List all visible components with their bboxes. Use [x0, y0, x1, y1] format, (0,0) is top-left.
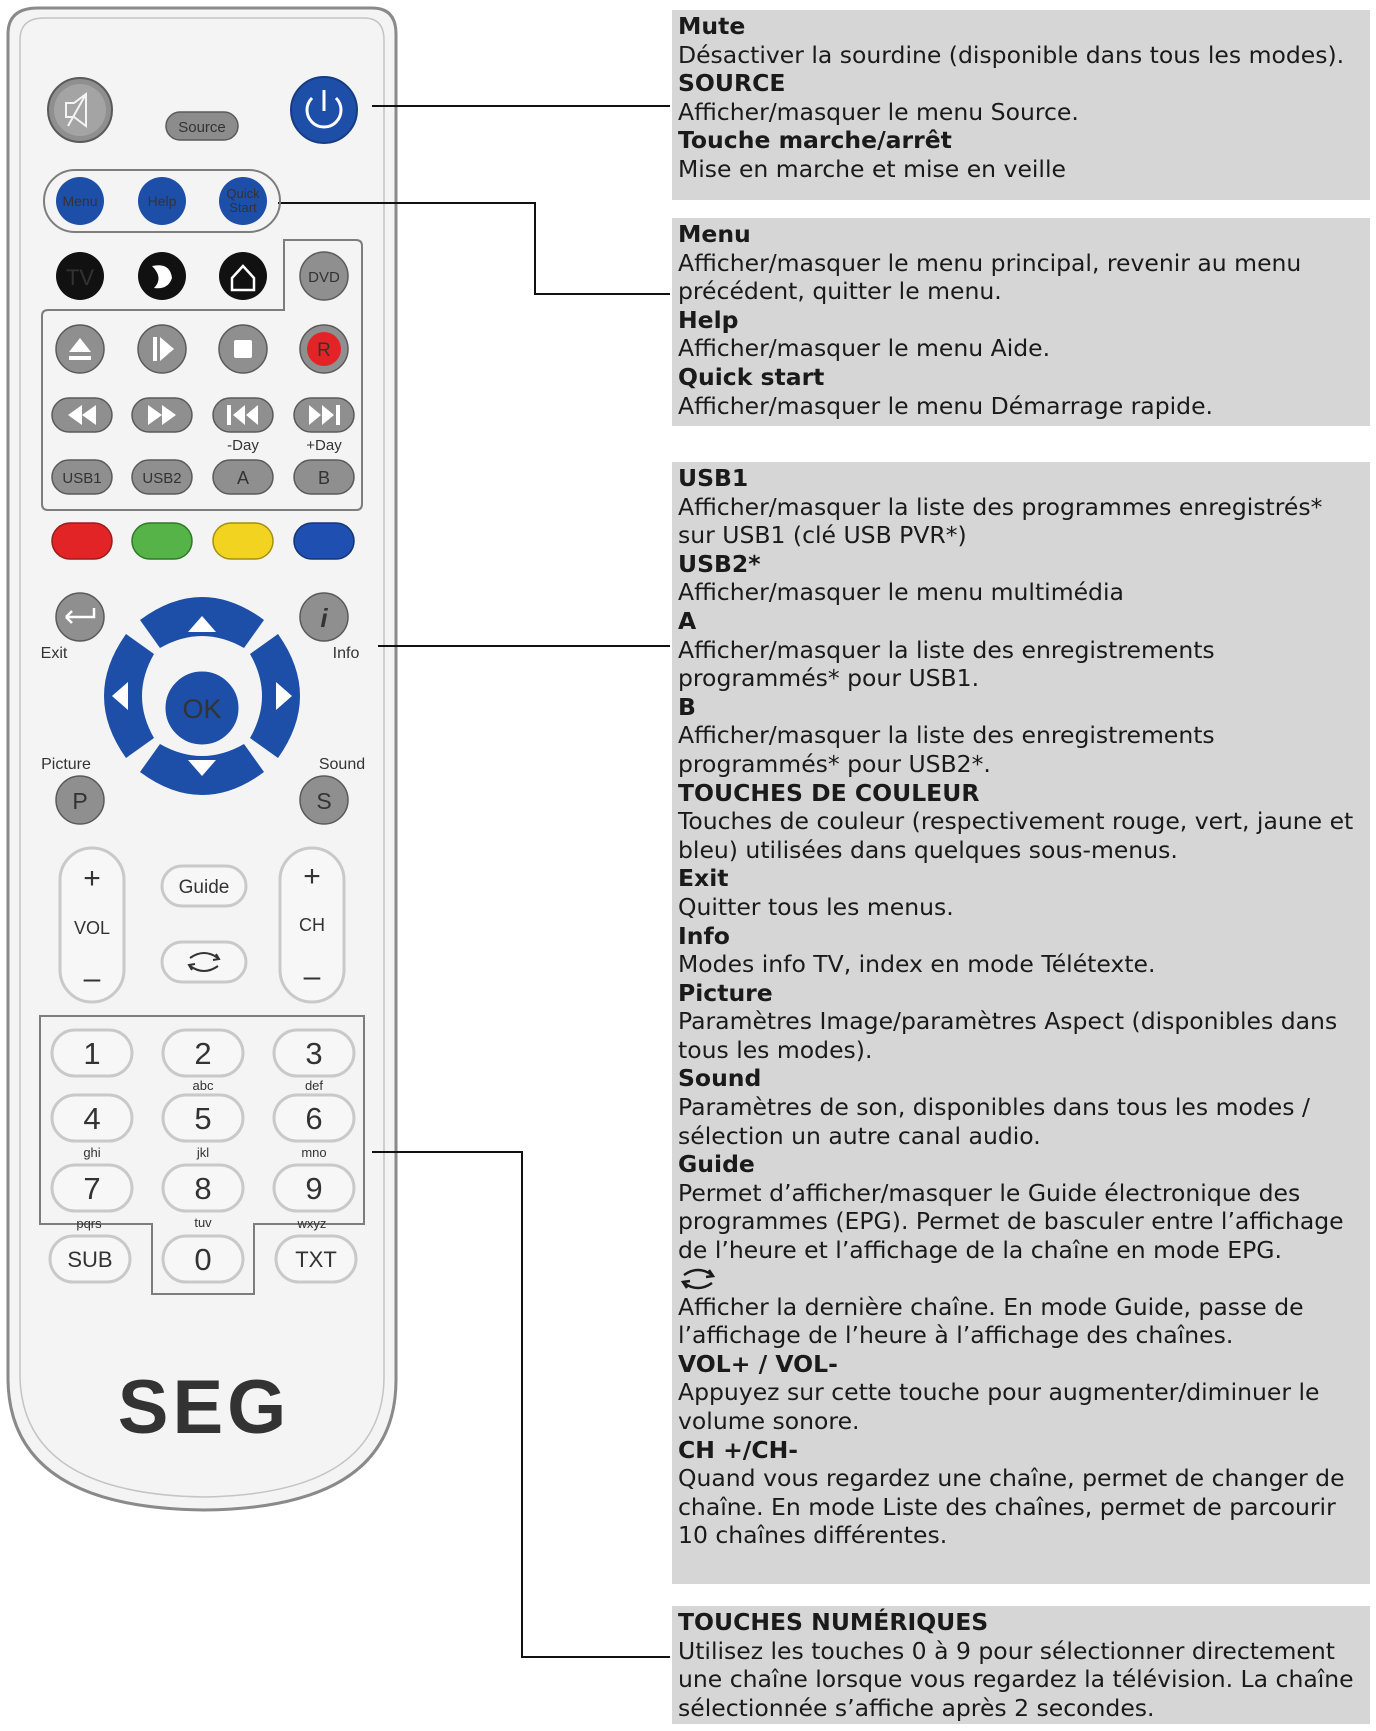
quick-start-button[interactable] [219, 177, 267, 225]
mute-title: Mute [678, 12, 746, 40]
key-5[interactable] [163, 1095, 243, 1141]
quick-start-desc: Afficher/masquer le menu Démarrage rapide. [678, 391, 1214, 420]
sound-desc: Paramètres de son, disponibles dans tous les modes / sélection un autre canal audio. [678, 1093, 1310, 1150]
key-7-letters: pqrs [76, 1216, 102, 1231]
exit-title: Exit [678, 864, 729, 893]
usb2-desc: Afficher/masquer le menu multimédia [678, 578, 1124, 607]
last-channel-desc: Afficher la dernière chaîne. En mode Guide, passe de l’affichage de l’heure à l’affichage des chaînes. [678, 1292, 1304, 1350]
sound-button[interactable] [300, 776, 348, 824]
b-button[interactable] [294, 460, 354, 494]
mute-button[interactable] [48, 78, 112, 142]
ch-label: CH [299, 915, 325, 935]
usb2-label: USB2 [142, 470, 182, 487]
b-desc: Afficher/masquer la liste des enregistrements programmés* pour USB2*. [678, 721, 1215, 778]
key-1-label: 1 [83, 1036, 101, 1071]
a-desc: Afficher/masquer la liste des enregistrements programmés* pour USB1. [678, 635, 1215, 693]
stop-icon [234, 340, 252, 358]
txt-label: TXT [295, 1247, 337, 1272]
panel-main-functions [672, 462, 1370, 1584]
vol-desc: Appuyez sur cette touche pour augmenter/diminuer le volume sonore. [678, 1378, 1320, 1435]
ch-up-label: + [303, 860, 321, 893]
source-title: SOURCE [678, 69, 786, 98]
key-8[interactable] [163, 1165, 243, 1211]
next-button[interactable] [294, 398, 354, 432]
vol-rocker[interactable] [60, 848, 124, 1002]
help-title: Help [678, 305, 739, 334]
panel-power-source [672, 10, 1370, 200]
picture-desc: Paramètres Image/paramètres Aspect (disponibles dans tous les modes). [678, 1007, 1338, 1064]
key-9-label: 9 [305, 1171, 323, 1206]
vol-label: VOL [73, 918, 111, 938]
rewind-button[interactable] [52, 398, 112, 432]
menu-desc: Afficher/masquer le menu principal, revenir au menu précédent, quitter le menu. [678, 248, 1302, 306]
info-label: Info [332, 645, 360, 662]
guide-title: Guide [678, 1150, 755, 1179]
key-9-letters: wxyz [297, 1216, 327, 1231]
a-title: A [678, 606, 697, 635]
key-5-letters: jkl [196, 1145, 210, 1160]
vol-title: VOL+ / VOL- [678, 1349, 838, 1378]
color-keys-title: TOUCHES DE COULEUR [678, 778, 980, 807]
start-label: Start [229, 200, 257, 215]
b-title: B [678, 692, 696, 721]
a-label: A [236, 468, 250, 488]
help-button[interactable] [138, 177, 186, 225]
ch-down-label: – [303, 960, 321, 993]
guide-label: Guide [178, 877, 230, 898]
dvd-label: DVD [308, 269, 340, 286]
power-title: Touche marche/arrêt [678, 126, 952, 155]
key-4[interactable] [52, 1095, 132, 1141]
help-desc: Afficher/masquer le menu Aide. [678, 334, 1051, 363]
key-8-letters: tuv [194, 1215, 212, 1230]
ch-rocker[interactable] [280, 848, 344, 1002]
menu-title: Menu [678, 220, 751, 248]
key-1[interactable] [52, 1030, 132, 1076]
key-6-letters: mno [301, 1145, 327, 1160]
source-desc: Afficher/masquer le menu Source. [678, 97, 1079, 126]
sound-label: Sound [318, 756, 366, 773]
play-pause-button[interactable] [138, 325, 186, 373]
fast-forward-button[interactable] [132, 398, 192, 432]
usb1-desc: Afficher/masquer la liste des programmes enregistrés* sur USB1 (clé USB PVR*) [678, 492, 1323, 550]
b-label: B [317, 468, 331, 488]
exit-desc: Quitter tous les menus. [678, 892, 954, 921]
menu-button[interactable] [56, 177, 104, 225]
key-7[interactable] [52, 1165, 132, 1211]
numeric-keypad [50, 1030, 356, 1282]
sub-button[interactable] [50, 1236, 130, 1282]
info-icon: i [320, 603, 328, 633]
cycle-icon [678, 1265, 718, 1293]
key-4-label: 4 [83, 1101, 101, 1136]
panel-numeric-keys [672, 1606, 1370, 1724]
exit-button[interactable] [56, 593, 104, 641]
sound-title: Sound [678, 1064, 762, 1093]
quick-label: Quick [226, 186, 260, 201]
home-button[interactable] [219, 252, 267, 300]
menu-label: Menu [62, 193, 98, 209]
ch-desc: Quand vous regardez une chaîne, permet de changer de chaîne. En mode Liste des chaînes, permet de parcourir 10 chaînes différentes. [678, 1464, 1345, 1550]
previous-button[interactable] [213, 398, 273, 432]
tv-label: TV [65, 265, 95, 290]
usb1-title: USB1 [678, 464, 749, 492]
info-desc: Modes info TV, index en mode Télétexte. [678, 950, 1156, 979]
key-8-label: 8 [194, 1171, 212, 1206]
guide-desc: Permet d’afficher/masquer le Guide électronique des programmes (EPG). Permet de basculer entre l’affichage de l’heure et l’affichage de la chaîne en mode EPG. [678, 1178, 1344, 1265]
red-key[interactable] [52, 523, 112, 559]
key-3-label: 3 [305, 1036, 323, 1071]
key-2-label: 2 [194, 1036, 212, 1071]
key-4-letters: ghi [83, 1145, 101, 1160]
ok-label: OK [182, 694, 222, 724]
power-desc: Mise en marche et mise en veille [678, 154, 1066, 183]
panel-menu-help [672, 218, 1370, 426]
mute-desc: Désactiver la sourdine (disponible dans tous les modes). [678, 40, 1345, 69]
color-keys-desc: Touches de couleur (respectivement rouge, vert, jaune et bleu) utilisées dans quelques sous-menus. [678, 807, 1354, 864]
dvd-button[interactable] [300, 252, 348, 300]
key-6[interactable] [274, 1095, 354, 1141]
ok-button[interactable] [164, 670, 240, 746]
key-2-letters: abc [192, 1078, 214, 1093]
source-label: Source [178, 119, 226, 136]
record-label: R [317, 340, 331, 361]
quick-start-title: Quick start [678, 362, 825, 391]
minus-day-label: -Day [227, 437, 259, 454]
help-label: Help [147, 193, 177, 209]
picture-label: Picture [41, 756, 91, 773]
picture-button[interactable] [56, 776, 104, 824]
exit-label: Exit [40, 645, 68, 662]
vol-down-label: – [83, 962, 101, 995]
power-button[interactable] [291, 77, 357, 143]
txt-button[interactable] [276, 1236, 356, 1282]
usb1-label: USB1 [62, 470, 102, 487]
key-9[interactable] [274, 1165, 354, 1211]
yellow-key[interactable] [213, 523, 273, 559]
key-3-letters: def [304, 1078, 324, 1093]
sub-label: SUB [67, 1247, 113, 1272]
key-2[interactable] [163, 1030, 243, 1076]
info-title: Info [678, 921, 730, 950]
stop-button[interactable] [219, 325, 267, 373]
green-key[interactable] [132, 523, 192, 559]
blue-key[interactable] [294, 523, 354, 559]
record-button[interactable] [300, 325, 348, 373]
seg-logo: SEG [117, 1365, 291, 1450]
last-channel-button[interactable] [162, 942, 246, 982]
usb1-button[interactable] [52, 460, 112, 494]
picture-title: Picture [678, 978, 773, 1007]
picture-key-label: P [72, 788, 88, 814]
guide-button[interactable] [162, 866, 246, 906]
sound-key-label: S [316, 788, 332, 814]
key-5-label: 5 [194, 1101, 212, 1136]
radio-button[interactable] [138, 252, 186, 300]
key-0[interactable] [163, 1236, 243, 1282]
numeric-keys-desc: Utilisez les touches 0 à 9 pour sélectionner directement une chaîne lorsque vous regardez la télévision. La chaîne sélectionnée s’affiche après 2 secondes. [678, 1636, 1354, 1722]
a-button[interactable] [213, 460, 273, 494]
key-3[interactable] [274, 1030, 354, 1076]
info-button[interactable] [300, 593, 348, 641]
key-0-label: 0 [194, 1242, 212, 1277]
source-button[interactable] [166, 112, 238, 140]
numeric-keys-title: TOUCHES NUMÉRIQUES [678, 1608, 989, 1636]
key-7-label: 7 [83, 1171, 101, 1206]
tv-button[interactable] [56, 252, 104, 300]
eject-button[interactable] [56, 325, 104, 373]
usb2-title: USB2* [678, 549, 761, 578]
usb2-button[interactable] [132, 460, 192, 494]
ch-title: CH +/CH- [678, 1435, 799, 1464]
plus-day-label: +Day [306, 437, 342, 454]
vol-up-label: + [83, 862, 101, 895]
key-6-label: 6 [305, 1101, 323, 1136]
